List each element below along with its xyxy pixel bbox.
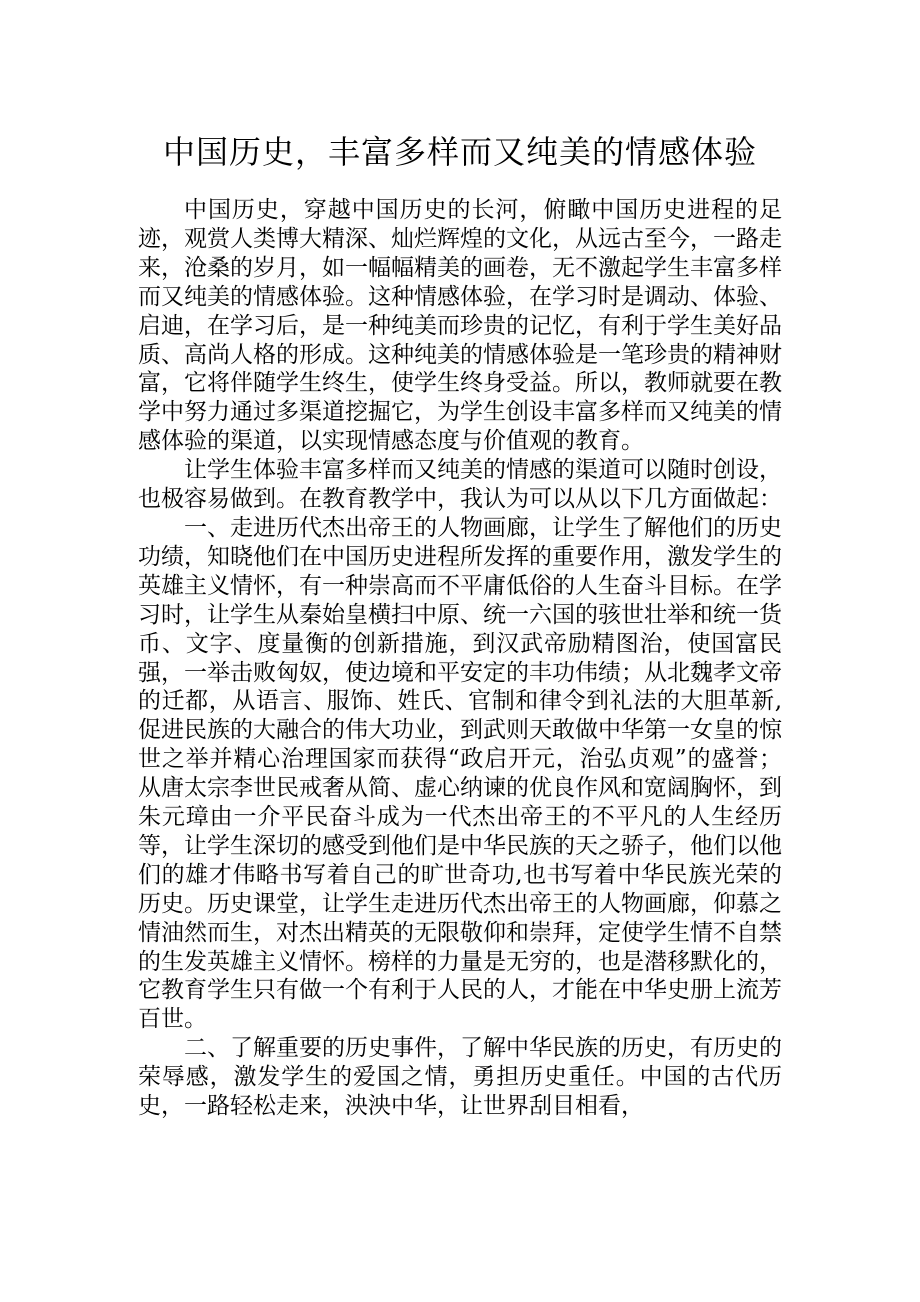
- paragraph-channels: 让学生体验丰富多样而又纯美的情感的渠道可以随时创设，也极容易做到。在教育教学中，我认为可以从以下几方面做起：: [138, 457, 782, 513]
- document-title: 中国历史，丰富多样而又纯美的情感体验: [162, 133, 757, 171]
- paragraph-point-two: 二、了解重要的历史事件，了解中华民族的历史，有历史的荣辱感，激发学生的爱国之情，勇担历史重任。中国的古代历史，一路轻松走来，泱泱中华，让世界刮目相看，: [138, 1035, 782, 1120]
- paragraph-point-one: 一、走进历代杰出帝王的人物画廊，让学生了解他们的历史功绩，知晓他们在中国历史进程所发挥的重要作用，激发学生的英雄主义情怀，有一种崇高而不平庸低俗的人生奋斗目标。在学习时，让学生从秦始皇横扫中原、统一六国的骇世壮举和统一货币、文字、度量衡的创新措施，到汉武帝励精图治，使国富民强，一举击败匈奴，使边境和平安定的丰功伟绩；从北魏孝文帝的迁都，从语言、服饰、姓氏、官制和律令到礼法的大胆革新,促进民族的大融合的伟大功业，到武则天敢做中华第一女皇的惊世之举并精心治理国家而获得“政启开元，治弘贞观”的盛誉；从唐太宗李世民戒奢从简、虚心纳谏的优良作风和宽阔胸怀，到朱元璋由一介平民奋斗成为一代杰出帝王的不平凡的人生经历等，让学生深切的感受到他们是中华民族的天之骄子，他们以他们的雄才伟略书写着自己的旷世奇功,也书写着中华民族光荣的历史。历史课堂，让学生走进历代杰出帝王的人物画廊，仰慕之情油然而生，对杰出精英的无限敬仰和崇拜，定使学生情不自禁的生发英雄主义情怀。榜样的力量是无穷的，也是潜移默化的，它教育学生只有做一个有利于人民的人，才能在中华史册上流芳百世。: [138, 514, 782, 1033]
- paragraph-intro: 中国历史，穿越中国历史的长河，俯瞰中国历史进程的足迹，观赏人类博大精深、灿烂辉煌的文化，从远古至今，一路走来，沧桑的岁月，如一幅幅精美的画卷，无不激起学生丰富多样而又纯美的情感体验。这种情感体验，在学习时是调动、体验、启迪，在学习后，是一种纯美而珍贵的记忆，有利于学生美好品质、高尚人格的形成。这种纯美的情感体验是一笔珍贵的精神财富，它将伴随学生终生，使学生终身受益。所以，教师就要在教学中努力通过多渠道挖掘它，为学生创设丰富多样而又纯美的情感体验的渠道，以实现情感态度与价值观的教育。: [138, 197, 782, 455]
- document-body: [138, 196, 782, 1121]
